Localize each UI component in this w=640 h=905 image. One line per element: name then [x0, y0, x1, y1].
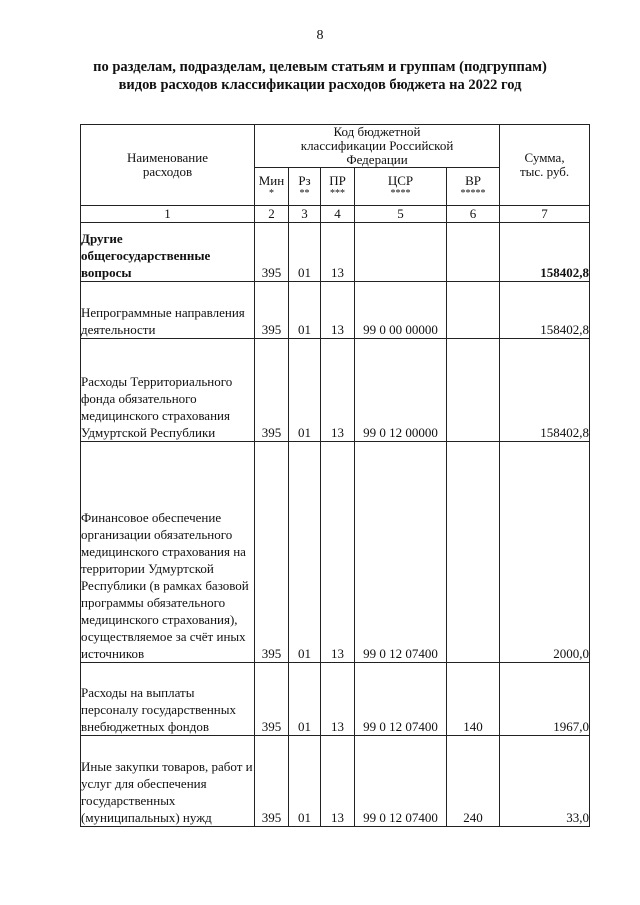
- row-csr: 99 0 12 07400: [355, 663, 447, 736]
- header-vr-stars: *****: [460, 187, 486, 199]
- header-csr-label: ЦСР: [387, 172, 414, 188]
- row-csr: 99 0 12 00000: [355, 339, 447, 442]
- header-code-group: [255, 125, 500, 168]
- document-heading: [60, 58, 580, 94]
- row-pr: 13: [321, 663, 355, 736]
- row-sum: 2000,0: [500, 442, 590, 663]
- header-row-top: [81, 125, 590, 168]
- table-row: [81, 442, 590, 663]
- page-number: 8: [316, 28, 324, 43]
- row-vr: [447, 339, 500, 442]
- heading-line-2: видов расходов классификации расходов бюджета на 2022 год: [118, 77, 522, 93]
- table-row: [81, 663, 590, 736]
- header-vr: [447, 168, 500, 206]
- row-rz: 01: [289, 442, 321, 663]
- column-number: 2: [255, 206, 289, 223]
- row-name: Непрограммные направления деятельности: [81, 282, 255, 339]
- table-row: [81, 736, 590, 827]
- row-sum: 33,0: [500, 736, 590, 827]
- header-pr: [321, 168, 355, 206]
- table-row: [81, 282, 590, 339]
- header-min: [255, 168, 289, 206]
- row-rz: 01: [289, 663, 321, 736]
- row-min: 395: [255, 282, 289, 339]
- header-csr: [355, 168, 447, 206]
- row-min: 395: [255, 339, 289, 442]
- header-pr-stars: ***: [330, 187, 345, 199]
- column-number-row: [81, 206, 590, 223]
- header-code-group-label: Код бюджетной классификации Российской Федерации: [300, 124, 454, 167]
- column-number: 4: [321, 206, 355, 223]
- row-min: 395: [255, 223, 289, 282]
- row-csr: 99 0 12 07400: [355, 736, 447, 827]
- row-name: Расходы на выплаты персоналу государственных внебюджетных фондов: [81, 663, 255, 736]
- heading-line-1: по разделам, подразделам, целевым статьям и группам (подгруппам): [93, 59, 547, 75]
- header-rz: [289, 168, 321, 206]
- row-name: Другие общегосударственные вопросы: [81, 223, 255, 282]
- row-sum: 158402,8: [500, 282, 590, 339]
- row-rz: 01: [289, 282, 321, 339]
- row-csr: 99 0 00 00000: [355, 282, 447, 339]
- column-number: 3: [289, 206, 321, 223]
- header-rz-label: Рз: [298, 172, 311, 188]
- row-pr: 13: [321, 282, 355, 339]
- row-vr: 140: [447, 663, 500, 736]
- header-pr-label: ПР: [329, 172, 346, 188]
- row-name: Иные закупки товаров, работ и услуг для обеспечения государственных (муниципальных) нужд: [81, 736, 255, 827]
- column-number: 7: [500, 206, 590, 223]
- row-sum: 158402,8: [500, 339, 590, 442]
- row-pr: 13: [321, 223, 355, 282]
- column-number: 6: [447, 206, 500, 223]
- header-sum-label: Сумма, тыс. руб.: [519, 150, 570, 179]
- header-csr-stars: ****: [390, 187, 411, 199]
- row-min: 395: [255, 442, 289, 663]
- row-sum: 158402,8: [500, 223, 590, 282]
- row-vr: 240: [447, 736, 500, 827]
- header-min-label: Мин: [258, 172, 285, 188]
- row-min: 395: [255, 663, 289, 736]
- header-min-stars: *: [269, 187, 274, 199]
- row-pr: 13: [321, 442, 355, 663]
- row-min: 395: [255, 736, 289, 827]
- column-number: 5: [355, 206, 447, 223]
- header-name-label: Наименование расходов: [127, 150, 208, 179]
- row-name: Финансовое обеспечение организации обязательного медицинского страхования на территории Удмуртской Республики (в рамках базовой программы обязательного медицинского страхования), осуществляемое за счёт иных источников: [81, 442, 255, 663]
- row-vr: [447, 442, 500, 663]
- row-pr: 13: [321, 339, 355, 442]
- column-number: 1: [81, 206, 255, 223]
- header-vr-label: ВР: [465, 172, 481, 188]
- table-row: [81, 223, 590, 282]
- header-sum: [500, 125, 590, 206]
- row-name: Расходы Территориального фонда обязательного медицинского страхования Удмуртской Республики: [81, 339, 255, 442]
- row-pr: 13: [321, 736, 355, 827]
- header-rz-stars: **: [299, 187, 310, 199]
- header-name: [81, 125, 255, 206]
- row-sum: 1967,0: [500, 663, 590, 736]
- row-vr: [447, 282, 500, 339]
- row-csr: [355, 223, 447, 282]
- row-rz: 01: [289, 736, 321, 827]
- table-row: [81, 339, 590, 442]
- row-rz: 01: [289, 339, 321, 442]
- row-vr: [447, 223, 500, 282]
- row-csr: 99 0 12 07400: [355, 442, 447, 663]
- budget-table: [80, 124, 590, 827]
- row-rz: 01: [289, 223, 321, 282]
